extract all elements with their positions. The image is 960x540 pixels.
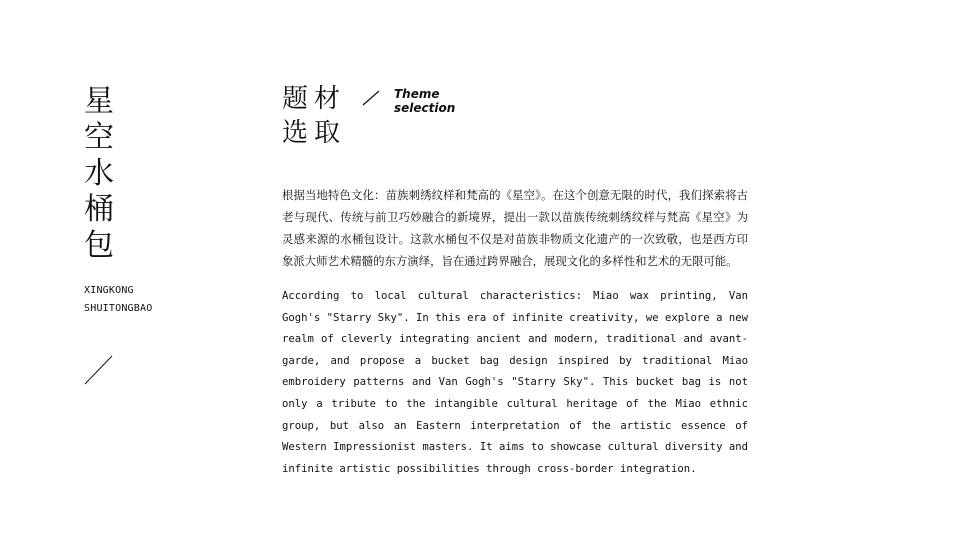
heading-cn-line: 题材 (282, 84, 347, 114)
sidebar (84, 84, 174, 318)
vertical-title (84, 84, 174, 264)
pinyin-subtitle (84, 282, 174, 318)
content-body (282, 184, 748, 480)
subtitle-line: SHUITONGBAO (84, 303, 153, 314)
title-char: 桶 (84, 192, 114, 227)
heading-cn-line: 选取 (282, 118, 347, 148)
english-paragraph: According to local cultural characteristics: Miao wax printing, Van Gogh's "Starry Sky". In this era of infinite creativity, we explore a new realm of cleverly integrating ancient and modern, traditional and avant-garde, and propose a bucket bag design inspired by traditional Miao embroidery patterns and Van Gogh's "Starry Sky". This bucket bag is not only a tribute to the intangible cultural heritage of the Miao ethnic group, but also an Eastern interpretation of the artistic essence of Western Impressionist masters. It aims to showcase cultural diversity and infinite artistic possibilities through cross-border integration. (282, 290, 748, 475)
heading-cn (282, 82, 348, 150)
title-char: 水 (84, 156, 114, 191)
title-char: 包 (84, 228, 114, 263)
heading-en-line: Theme (394, 87, 440, 101)
title-char: 空 (84, 120, 114, 155)
section-heading (282, 82, 455, 150)
slash-divider-icon (84, 355, 114, 385)
subtitle-line: XINGKONG (84, 285, 134, 296)
heading-en (394, 87, 455, 115)
title-char: 星 (84, 84, 114, 119)
chinese-paragraph: 根据当地特色文化：苗族刺绣纹样和梵高的《星空》。在这个创意无限的时代，我们探索将古老与现代、传统与前卫巧妙融合的新境界，提出一款以苗族传统刺绣纹样与梵高《星空》为灵感来源的水桶包设计。这款水桶包不仅是对苗族非物质文化遗产的一次致敬，也是西方印象派大师艺术精髓的东方演绎，旨在通过跨界融合，展现文化的多样性和艺术的无限可能。 (282, 188, 748, 268)
heading-en-line: selection (394, 101, 456, 115)
slash-icon (362, 88, 380, 106)
